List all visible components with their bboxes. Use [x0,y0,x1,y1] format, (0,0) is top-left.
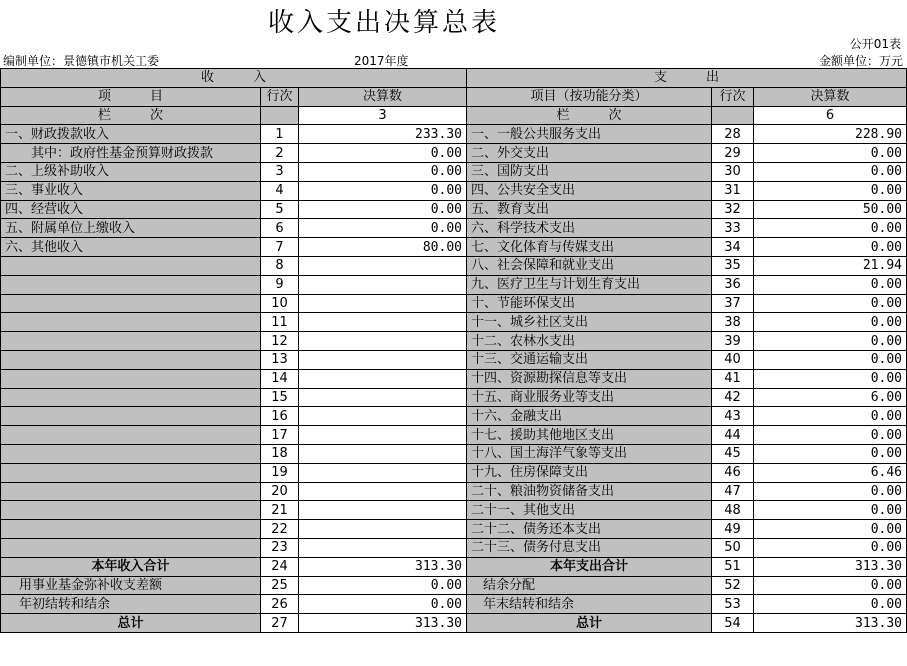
expense-row-number: 44 [712,426,754,445]
income-row-number: 11 [261,313,299,332]
income-amount: 313.30 [299,614,467,633]
table-row [1,407,907,426]
expense-column-number: 6 [754,106,907,125]
expense-amount-header: 决算数 [754,87,907,106]
expense-amount: 0.00 [754,332,907,351]
expense-row-number: 30 [712,162,754,181]
expense-item-name: 十三、交通运输支出 [467,350,712,369]
expense-amount: 0.00 [754,595,907,614]
income-item-name: 其中：政府性基金预算财政拨款 [1,144,261,163]
expense-amount: 6.46 [754,463,907,482]
table-row [1,256,907,275]
expense-amount: 0.00 [754,369,907,388]
income-amount-header: 决算数 [299,87,467,106]
expense-amount: 0.00 [754,219,907,238]
income-row-number: 5 [261,200,299,219]
expense-item-name: 二、外交支出 [467,144,712,163]
section-header-row [1,69,907,88]
table-row [1,444,907,463]
income-item-name [1,407,261,426]
expense-row-number: 45 [712,444,754,463]
income-amount: 0.00 [299,595,467,614]
income-item-name [1,275,261,294]
expense-item-name: 十八、国土海洋气象等支出 [467,444,712,463]
income-item-name: 四、经营收入 [1,200,261,219]
expense-amount: 0.00 [754,162,907,181]
income-row-number: 23 [261,538,299,557]
income-summary-name: 用事业基金弥补收支差额 [1,576,261,595]
income-row-number: 25 [261,576,299,595]
table-row [1,200,907,219]
income-item-name [1,350,261,369]
table-row [1,482,907,501]
fiscal-year: 2017年度 [354,54,409,68]
income-amount: 0.00 [299,219,467,238]
expense-row-number: 52 [712,576,754,595]
income-amount: 0.00 [299,162,467,181]
income-amount: 233.30 [299,125,467,144]
income-item-name [1,369,261,388]
income-row-number: 2 [261,144,299,163]
expense-row-number: 43 [712,407,754,426]
expense-row-number: 53 [712,595,754,614]
table-row [1,388,907,407]
page-title: 收入支出决算总表 [267,8,500,38]
expense-row-number: 48 [712,501,754,520]
expense-item-header: 项目（按功能分类） [467,87,712,106]
expense-item-name: 十七、援助其他地区支出 [467,426,712,445]
expense-row-number: 35 [712,256,754,275]
expense-row-number: 32 [712,200,754,219]
income-amount [299,350,467,369]
income-row-number: 21 [261,501,299,520]
summary-row [1,614,907,633]
expense-item-name: 二十三、债务付息支出 [467,538,712,557]
summary-row [1,557,907,576]
table-row [1,275,907,294]
expense-column-blank [712,106,754,125]
expense-item-name: 十六、金融支出 [467,407,712,426]
income-summary-name: 年初结转和结余 [1,595,261,614]
expense-summary-name: 年末结转和结余 [467,595,712,614]
income-row-number: 22 [261,520,299,539]
income-amount: 0.00 [299,181,467,200]
budget-summary-table [0,68,907,633]
expense-amount: 0.00 [754,482,907,501]
expense-item-name: 三、国防支出 [467,162,712,181]
expense-item-name: 二十二、债务还本支出 [467,520,712,539]
income-item-name: 二、上级补助收入 [1,162,261,181]
expense-row-number: 39 [712,332,754,351]
expense-item-name: 四、公共安全支出 [467,181,712,200]
expense-amount: 6.00 [754,388,907,407]
expense-amount: 0.00 [754,313,907,332]
expense-row-number: 38 [712,313,754,332]
income-row-number: 10 [261,294,299,313]
income-column-blank [261,106,299,125]
income-item-name [1,463,261,482]
expense-row-number: 46 [712,463,754,482]
table-row [1,520,907,539]
table-row [1,332,907,351]
income-item-name [1,482,261,501]
income-amount [299,294,467,313]
expense-row-number: 54 [712,614,754,633]
table-row [1,238,907,257]
table-row [1,313,907,332]
income-row-number: 9 [261,275,299,294]
expense-row-number: 50 [712,538,754,557]
income-amount: 0.00 [299,200,467,219]
expense-amount: 313.30 [754,614,907,633]
expense-item-name: 十四、资源勘探信息等支出 [467,369,712,388]
income-amount [299,463,467,482]
table-row [1,162,907,181]
expense-row-number: 49 [712,520,754,539]
expense-section-header: 支 出 [467,69,907,88]
expense-item-name: 七、文化体育与传媒支出 [467,238,712,257]
income-amount [299,538,467,557]
income-item-name [1,313,261,332]
income-column-number: 3 [299,106,467,125]
income-section-header: 收 入 [1,69,467,88]
expense-summary-name: 总计 [467,614,712,633]
income-row-number: 8 [261,256,299,275]
expense-item-name: 十九、住房保障支出 [467,463,712,482]
expense-item-name: 一、一般公共服务支出 [467,125,712,144]
table-row [1,294,907,313]
income-row-number: 4 [261,181,299,200]
expense-row-number: 33 [712,219,754,238]
expense-item-name: 十五、商业服务业等支出 [467,388,712,407]
income-amount: 0.00 [299,144,467,163]
income-amount [299,275,467,294]
income-amount [299,444,467,463]
income-row-number: 14 [261,369,299,388]
income-item-name [1,388,261,407]
expense-amount: 0.00 [754,501,907,520]
expense-item-name: 十、节能环保支出 [467,294,712,313]
income-amount [299,407,467,426]
expense-row-number: 28 [712,125,754,144]
income-item-name: 六、其他收入 [1,238,261,257]
income-rowno-header: 行次 [261,87,299,106]
income-row-number: 27 [261,614,299,633]
table-row [1,463,907,482]
expense-amount: 0.00 [754,350,907,369]
summary-row [1,595,907,614]
income-amount [299,388,467,407]
income-amount [299,482,467,501]
table-row [1,219,907,238]
income-row-number: 6 [261,219,299,238]
expense-summary-name: 结余分配 [467,576,712,595]
expense-item-name: 五、教育支出 [467,200,712,219]
summary-row [1,576,907,595]
table-row [1,181,907,200]
reporting-unit: 编制单位：景德镇市机关工委 [3,54,160,68]
income-row-number: 24 [261,557,299,576]
expense-row-number: 31 [712,181,754,200]
income-row-number: 18 [261,444,299,463]
expense-amount: 0.00 [754,407,907,426]
income-item-name [1,426,261,445]
income-amount [299,313,467,332]
expense-amount: 313.30 [754,557,907,576]
expense-row-number: 41 [712,369,754,388]
expense-item-name: 六、科学技术支出 [467,219,712,238]
expense-summary-name: 本年支出合计 [467,557,712,576]
expense-rowno-header: 行次 [712,87,754,106]
expense-amount: 21.94 [754,256,907,275]
income-amount [299,369,467,388]
expense-amount: 0.00 [754,520,907,539]
expense-item-name: 十二、农林水支出 [467,332,712,351]
expense-row-number: 40 [712,350,754,369]
income-item-name: 三、事业收入 [1,181,261,200]
income-amount: 313.30 [299,557,467,576]
column-header-row [1,87,907,106]
income-item-name [1,538,261,557]
expense-row-number: 47 [712,482,754,501]
expense-amount: 0.00 [754,275,907,294]
expense-item-name: 二十、粮油物资储备支出 [467,482,712,501]
expense-row-number: 29 [712,144,754,163]
expense-amount: 50.00 [754,200,907,219]
table-row [1,144,907,163]
income-summary-name: 本年收入合计 [1,557,261,576]
table-row [1,538,907,557]
expense-item-name: 九、医疗卫生与计划生育支出 [467,275,712,294]
column-number-row [1,106,907,125]
income-item-name: 一、财政拨款收入 [1,125,261,144]
income-item-name [1,256,261,275]
expense-amount: 0.00 [754,538,907,557]
expense-amount: 0.00 [754,444,907,463]
expense-row-number: 36 [712,275,754,294]
income-row-number: 16 [261,407,299,426]
expense-amount: 0.00 [754,294,907,313]
income-row-number: 7 [261,238,299,257]
income-amount [299,426,467,445]
table-row [1,426,907,445]
income-row-number: 12 [261,332,299,351]
income-row-number: 13 [261,350,299,369]
money-unit: 金额单位：万元 [818,54,903,68]
table-row [1,501,907,520]
income-summary-name: 总计 [1,614,261,633]
expense-row-number: 34 [712,238,754,257]
expense-amount: 0.00 [754,576,907,595]
table-row [1,369,907,388]
income-item-name [1,294,261,313]
income-amount [299,332,467,351]
expense-item-name: 二十一、其他支出 [467,501,712,520]
income-row-number: 15 [261,388,299,407]
income-item-name [1,332,261,351]
expense-item-name: 八、社会保障和就业支出 [467,256,712,275]
income-column-label: 栏 次 [1,106,261,125]
income-row-number: 19 [261,463,299,482]
income-row-number: 26 [261,595,299,614]
income-row-number: 1 [261,125,299,144]
income-item-name: 五、附属单位上缴收入 [1,219,261,238]
table-row [1,125,907,144]
expense-amount: 228.90 [754,125,907,144]
expense-item-name: 十一、城乡社区支出 [467,313,712,332]
income-item-name [1,444,261,463]
income-item-name [1,501,261,520]
expense-row-number: 37 [712,294,754,313]
expense-amount: 0.00 [754,181,907,200]
income-item-name [1,520,261,539]
income-amount: 80.00 [299,238,467,257]
income-item-header: 项 目 [1,87,261,106]
expense-column-label: 栏 次 [467,106,712,125]
income-amount: 0.00 [299,576,467,595]
income-amount [299,501,467,520]
income-row-number: 20 [261,482,299,501]
expense-amount: 0.00 [754,238,907,257]
income-amount [299,520,467,539]
expense-amount: 0.00 [754,144,907,163]
form-number: 公开01表 [849,37,901,51]
expense-amount: 0.00 [754,426,907,445]
table-row [1,350,907,369]
income-row-number: 17 [261,426,299,445]
expense-row-number: 51 [712,557,754,576]
income-row-number: 3 [261,162,299,181]
income-amount [299,256,467,275]
expense-row-number: 42 [712,388,754,407]
